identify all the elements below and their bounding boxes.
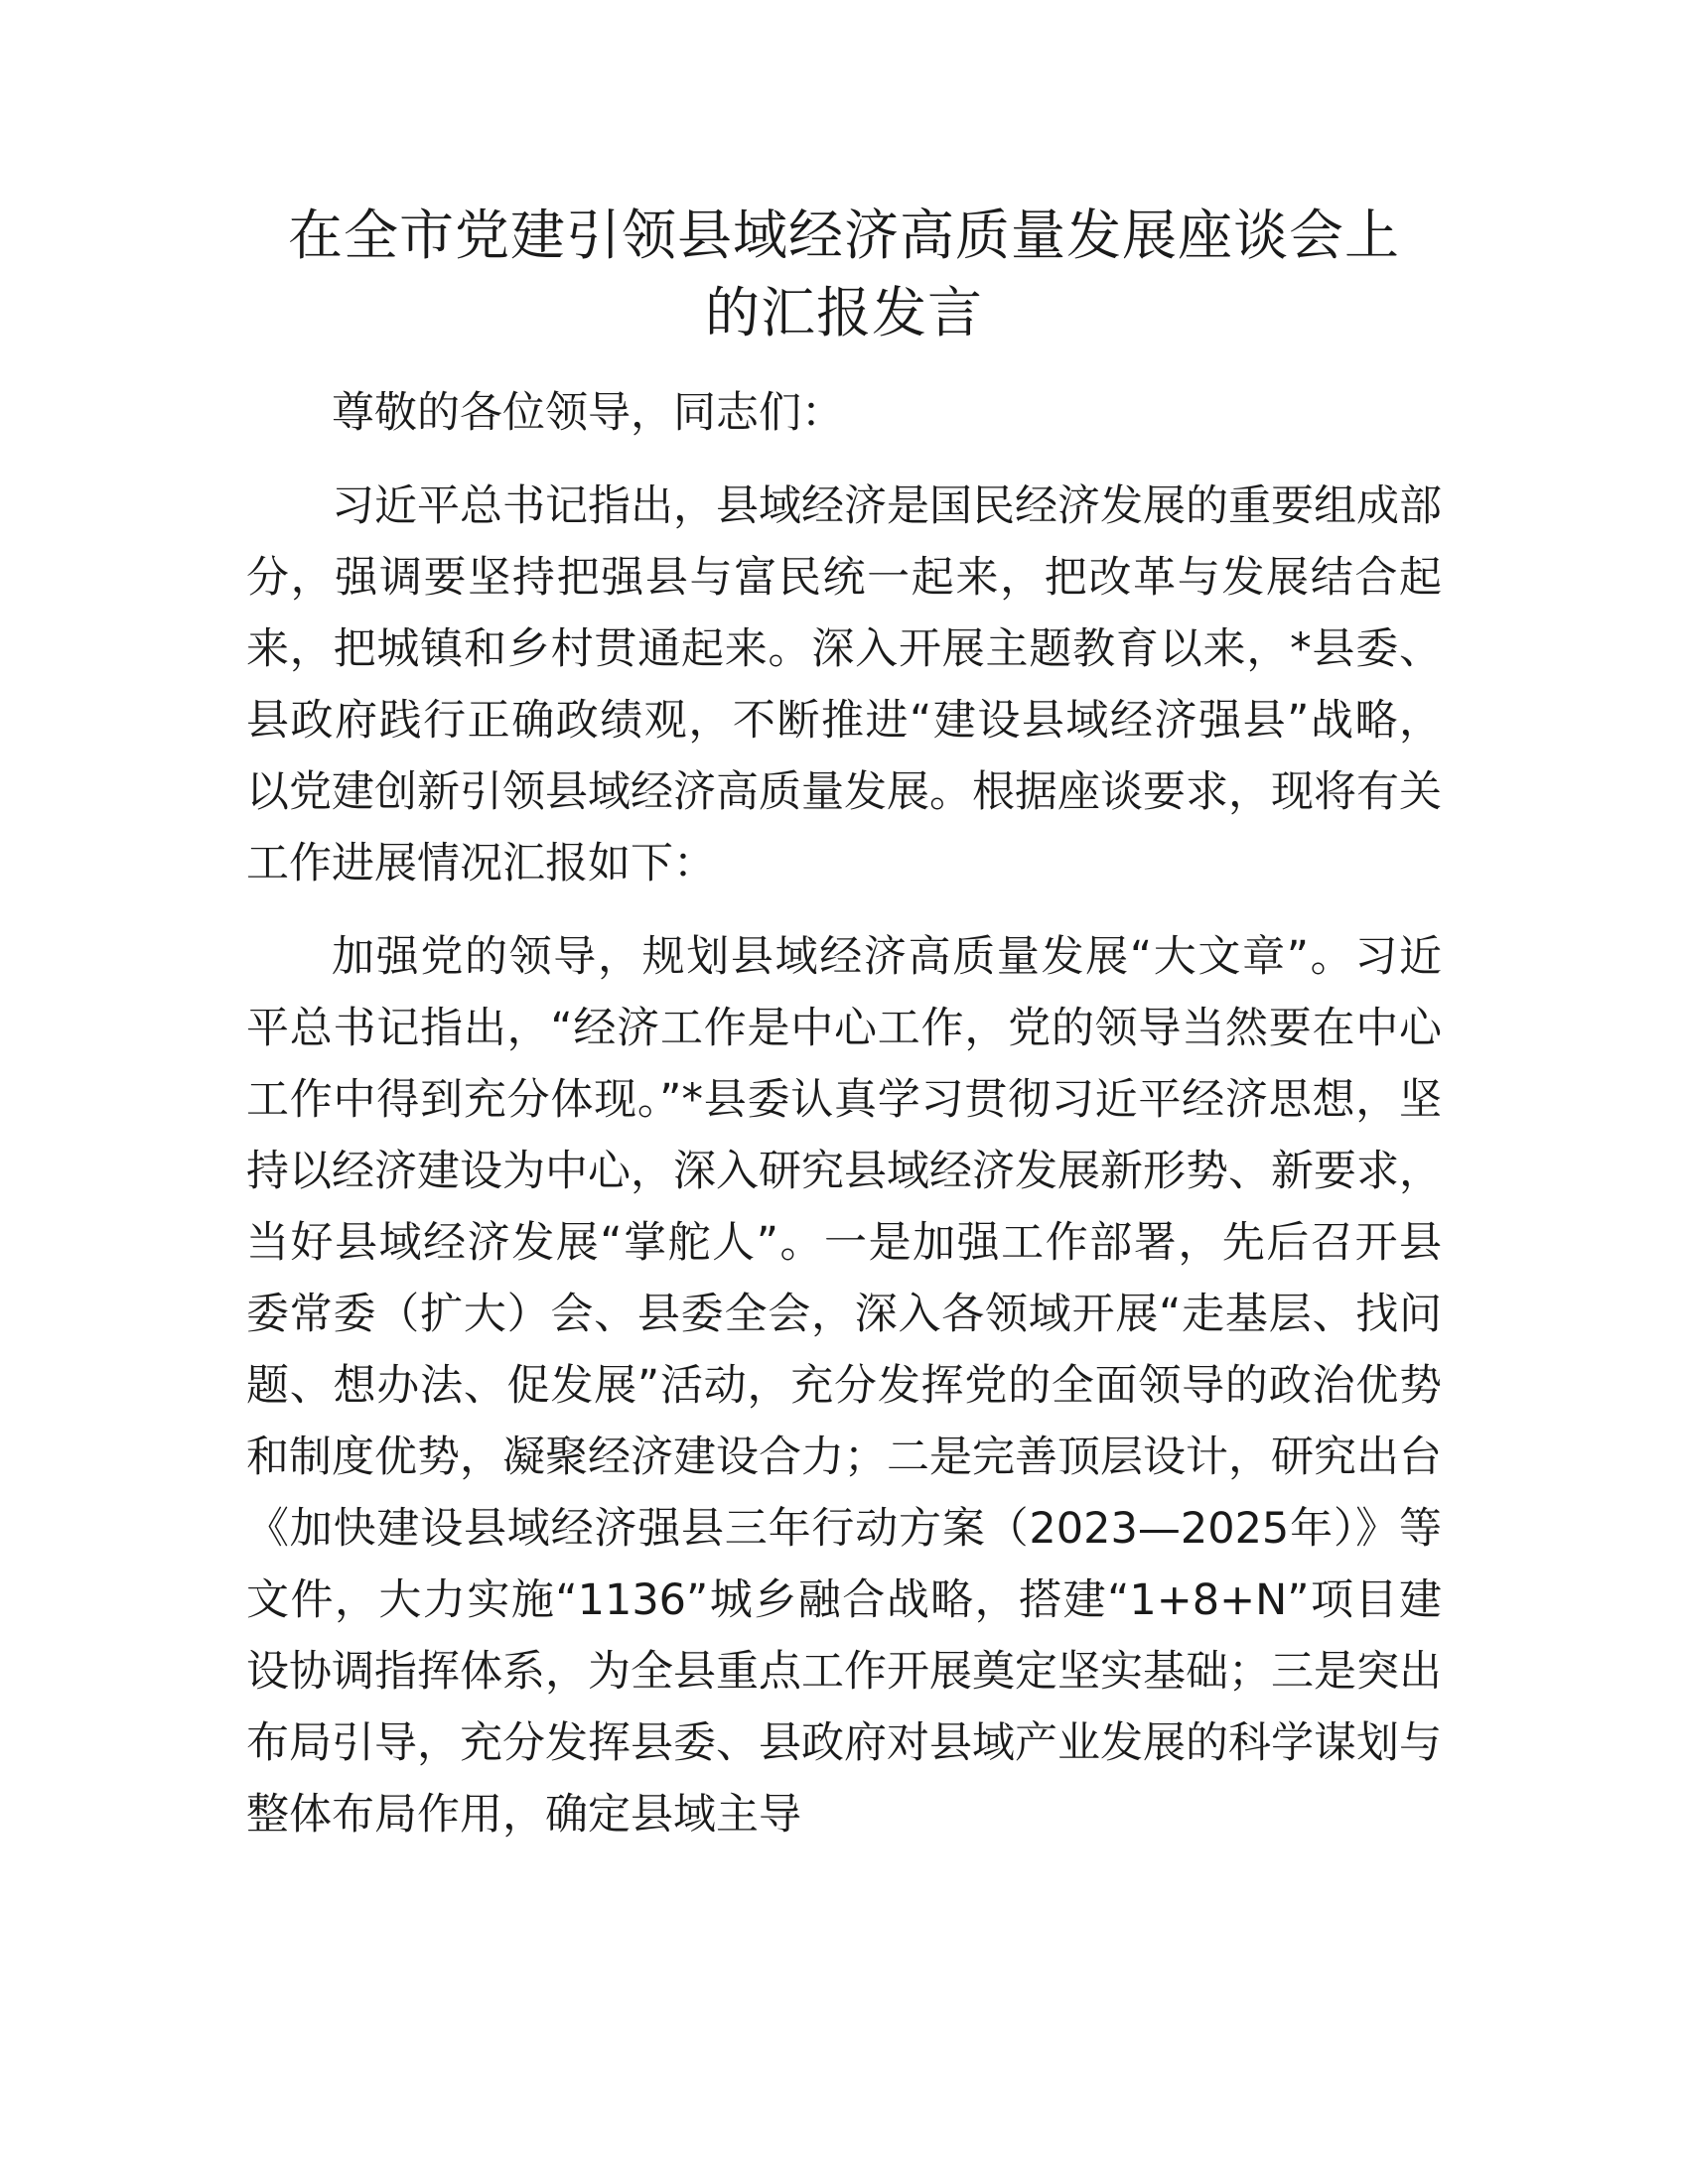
title-line-2: 的汇报发言 <box>704 281 983 344</box>
title-line-1: 在全市党建引领县域经济高质量发展座谈会上 <box>287 204 1400 267</box>
body-paragraph-1: 习近平总书记指出，县域经济是国民经济发展的重要组成部分，强调要坚持把强县与富民统一起来，把改革与发展结合起来，把城镇和乡村贯通起来。深入开展主题教育以来，*县委、县政府践行正确政绩观，不断推进“建设县域经济强县”战略，以党建创新引领县域经济高质量发展。根据座谈要求，现将有关工作进展情况汇报如下： <box>246 481 1442 888</box>
body-paragraph-2: 加强党的领导，规划县域经济高质量发展“大文章”。习近平总书记指出，“经济工作是中心工作，党的领导当然要在中心工作中得到充分体现。”*县委认真学习贯彻习近平经济思想，坚持以经济建设为中心，深入研究县域经济发展新形势、新要求，当好县域经济发展“掌舵人”。一是加强工作部署，先后召开县委常委（扩大）会、县委全会，深入各领域开展“走基层、找问题、想办法、促发展”活动，充分发挥党的全面领导的政治优势和制度优势，凝聚经济建设合力；二是完善顶层设计，研究出台《加快建设县域经济强县三年行动方案（2023—2025年）》等文件，大力实施“1136”城乡融合战略，搭建“1+8+N”项目建设协调指挥体系，为全县重点工作开展奠定坚实基础；三是突出布局引导，充分发挥县委、县政府对县域产业发展的科学谋划与整体布局作用，确定县域主导 <box>246 932 1442 1840</box>
document-title <box>199 197 1489 351</box>
greeting-paragraph: 尊敬的各位领导，同志们： <box>332 388 844 438</box>
document-body <box>246 377 1442 1850</box>
